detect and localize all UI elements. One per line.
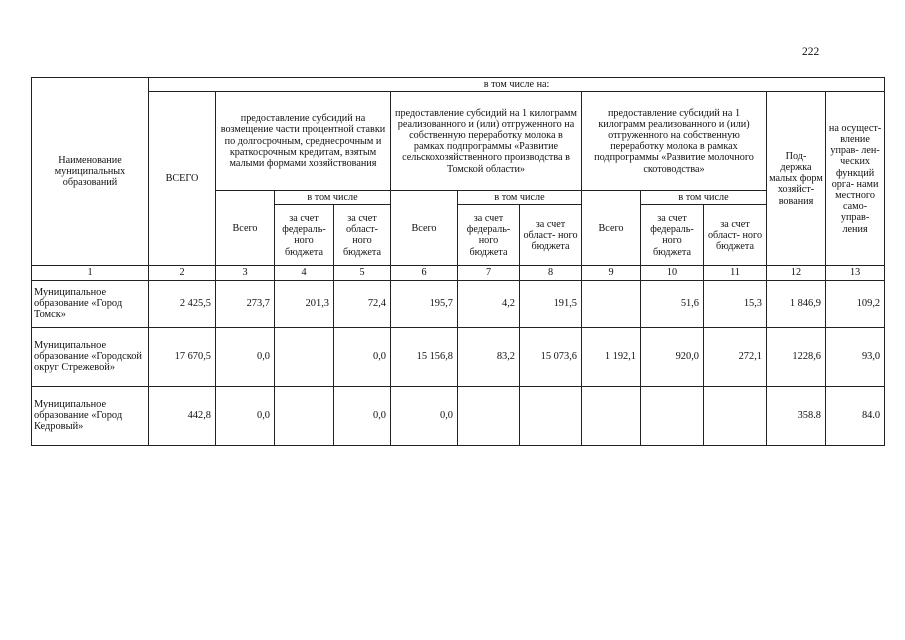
header-g3-federal: за счет федераль- ного бюджета: [641, 205, 704, 266]
cell: 72,4: [334, 280, 391, 327]
page-number: 222: [802, 46, 820, 58]
header-g2-federal: за счет федераль- ного бюджета: [458, 205, 520, 266]
cell: 195,7: [391, 280, 458, 327]
cell: 15 156,8: [391, 327, 458, 386]
cell: 920,0: [641, 327, 704, 386]
header-g2-regional: за счет област- ного бюджета: [520, 205, 582, 266]
column-number: 6: [391, 266, 458, 280]
row-name: Муниципальное образование «Город Томск»: [32, 280, 149, 327]
cell: [520, 386, 582, 445]
table-row: [32, 327, 885, 386]
cell: 0,0: [334, 386, 391, 445]
cell-total: 17 670,5: [149, 327, 216, 386]
header-group1: предоставление субсидий на возмещение части процентной ставки по долгосрочным, среднесрочным и краткосрочным кредитам, взятым малыми формами хозяйствования: [216, 92, 391, 191]
cell: 1 846,9: [767, 280, 826, 327]
header-functions: на осущест- вление управ- лен- ческих функций орга- нами местного само- управ- ления: [826, 92, 885, 266]
column-number-row: [32, 266, 885, 280]
cell: 51,6: [641, 280, 704, 327]
cell: 201,3: [275, 280, 334, 327]
column-number: 13: [826, 266, 885, 280]
cell: [582, 386, 641, 445]
header-incl-top: в том числе на:: [149, 78, 885, 92]
cell: 84.0: [826, 386, 885, 445]
cell-total: 2 425,5: [149, 280, 216, 327]
cell: 191,5: [520, 280, 582, 327]
row-name: Муниципальное образование «Городской округ Стрежевой»: [32, 327, 149, 386]
header-g2-incl: в том числе: [458, 191, 582, 205]
cell: 358.8: [767, 386, 826, 445]
header-support: Под- держка малых форм хозяйст- вования: [767, 92, 826, 266]
table-row: [32, 386, 885, 445]
cell: 0,0: [216, 386, 275, 445]
cell: 15,3: [704, 280, 767, 327]
column-number: 3: [216, 266, 275, 280]
header-g3-incl: в том числе: [641, 191, 767, 205]
cell: [641, 386, 704, 445]
column-number: 11: [704, 266, 767, 280]
cell: 83,2: [458, 327, 520, 386]
subsidy-table: [31, 77, 885, 446]
cell: [458, 386, 520, 445]
column-number: 1: [32, 266, 149, 280]
cell: 0,0: [334, 327, 391, 386]
column-number: 7: [458, 266, 520, 280]
cell: 0,0: [216, 327, 275, 386]
header-g1-incl: в том числе: [275, 191, 391, 205]
cell: 1 192,1: [582, 327, 641, 386]
cell: 15 073,6: [520, 327, 582, 386]
header-total: ВСЕГО: [149, 92, 216, 266]
header-name: Наименование муниципальных образований: [32, 78, 149, 266]
column-number: 4: [275, 266, 334, 280]
cell: [275, 386, 334, 445]
header-g1-regional: за счет област- ного бюджета: [334, 205, 391, 266]
column-number: 2: [149, 266, 216, 280]
column-number: 9: [582, 266, 641, 280]
cell: 4,2: [458, 280, 520, 327]
column-number: 8: [520, 266, 582, 280]
cell: 0,0: [391, 386, 458, 445]
header-g1-vsego: Всего: [216, 191, 275, 266]
column-number: 12: [767, 266, 826, 280]
cell: 109,2: [826, 280, 885, 327]
header-group2: предоставление субсидий на 1 килограмм реализованного и (или) отгруженного на собственную переработку молока в рамках подпрограммы «Развитие сельскохозяйственного производства в Томской области»: [391, 92, 582, 191]
header-g3-regional: за счет област- ного бюджета: [704, 205, 767, 266]
cell-total: 442,8: [149, 386, 216, 445]
header-g2-vsego: Всего: [391, 191, 458, 266]
cell: 1228,6: [767, 327, 826, 386]
table-row: [32, 280, 885, 327]
header-g1-federal: за счет федераль- ного бюджета: [275, 205, 334, 266]
cell: 273,7: [216, 280, 275, 327]
header-g3-vsego: Всего: [582, 191, 641, 266]
cell: [275, 327, 334, 386]
cell: [582, 280, 641, 327]
header-group3: предоставление субсидий на 1 килограмм реализованного и (или) отгруженного на собственную переработку молока в рамках подпрограммы «Развитие молочного скотоводства»: [582, 92, 767, 191]
column-number: 10: [641, 266, 704, 280]
column-number: 5: [334, 266, 391, 280]
cell: 93,0: [826, 327, 885, 386]
cell: 272,1: [704, 327, 767, 386]
cell: [704, 386, 767, 445]
row-name: Муниципальное образование «Город Кедровый»: [32, 386, 149, 445]
